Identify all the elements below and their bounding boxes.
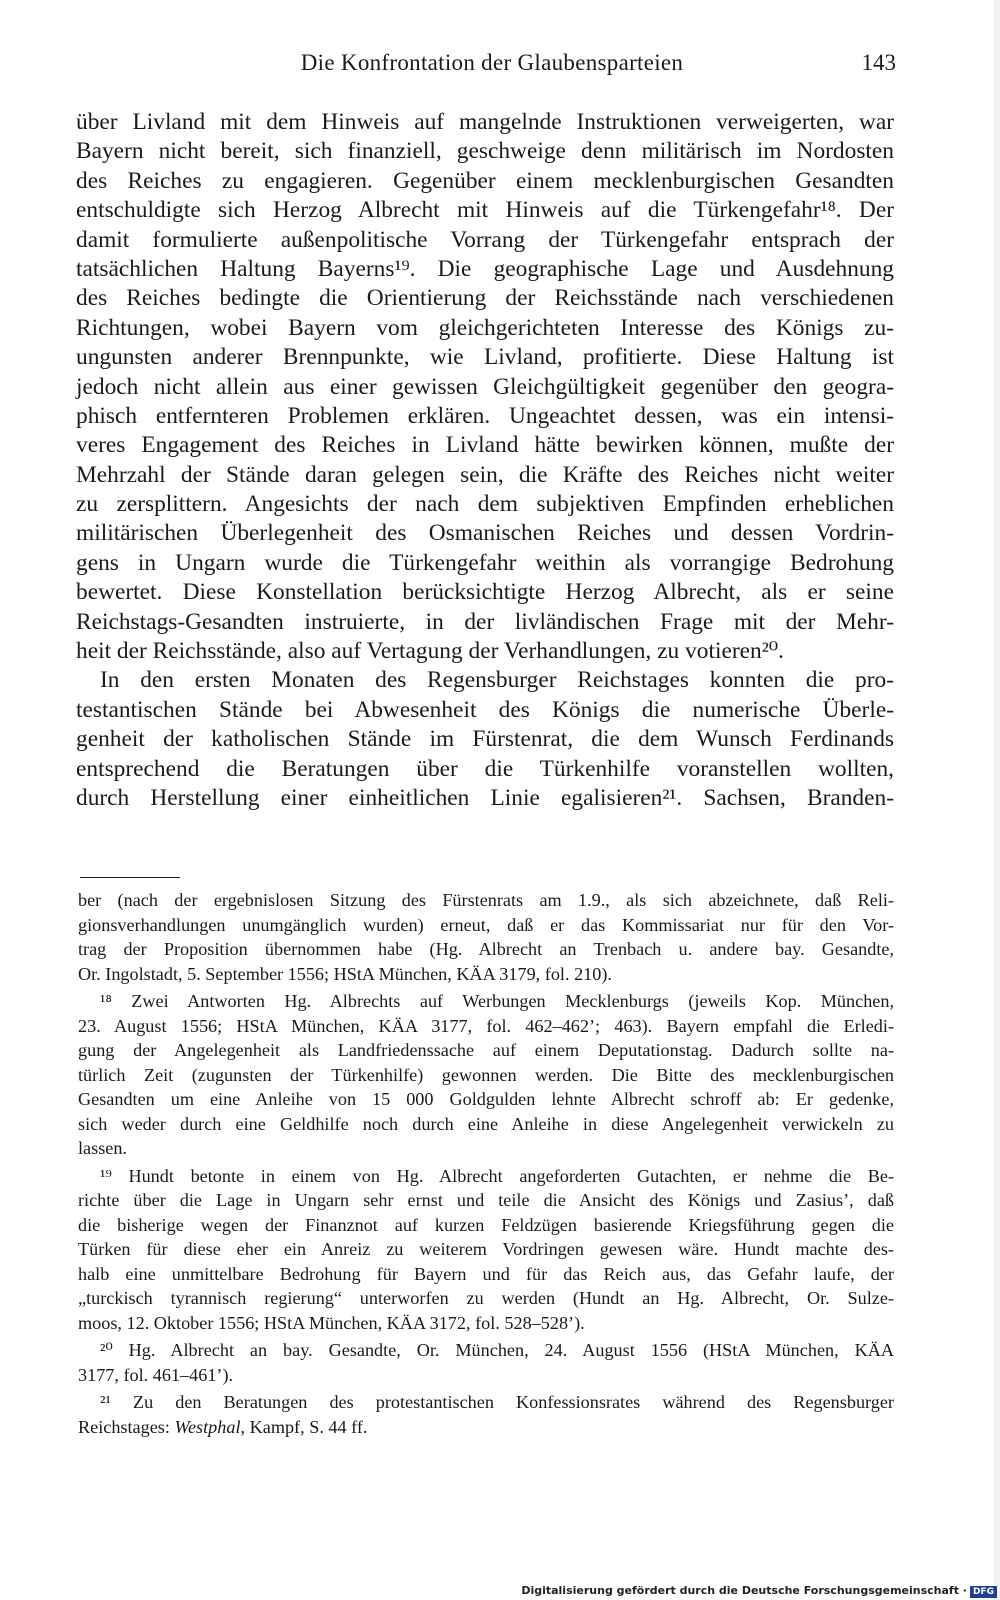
footnote-line: Or. Ingolstadt, 5. September 1556; HStA München, KÄA 3179, fol. 210).: [78, 963, 612, 984]
footnote-20: ²⁰ Hg. Albrecht an bay. Gesandte, Or. München, 24. August 1556 (HStA München, KÄA: [100, 1340, 894, 1360]
footnote-line: ber (nach der ergebnislosen Sitzung des Fürstenrats am 1.9., als sich abzeichnete, daß Reli-: [78, 890, 894, 910]
text-line: genheit der katholischen Stände im Fürstenrat, die dem Wunsch Ferdinands: [76, 726, 894, 753]
text-line: bewertet. Diese Konstellation berücksichtigte Herzog Albrecht, als er seine: [76, 579, 894, 606]
footnote-line: moos, 12. Oktober 1556; HStA München, KÄA 3172, fol. 528–528’).: [78, 1312, 585, 1333]
credit-text: Digitalisierung gefördert durch die Deutsche Forschungsgemeinschaft ·: [521, 1584, 967, 1597]
page-header: [78, 50, 896, 84]
page-number: 143: [861, 50, 896, 75]
footnote-line: Gesandten um eine Anleihe von 15 000 Goldgulden lehnte Albrecht schroff ab: Er gedenke,: [78, 1089, 894, 1109]
footnote-line: 3177, fol. 461–461’).: [78, 1364, 234, 1385]
text-line: heit der Reichsstände, also auf Vertagung der Verhandlungen, zu votieren²⁰.: [76, 638, 784, 665]
text-line: durch Herstellung einer einheitlichen Linie egalisieren²¹. Sachsen, Branden-: [76, 784, 894, 811]
footnote-line: „turckisch tyrannisch regierung“ unterworfen zu werden (Hundt an Hg. Albrecht, Or. Sulze-: [78, 1288, 894, 1308]
footnote-line: gung der Angelegenheit als Landfriedenssache auf einem Deputationstag. Dadurch sollte na-: [78, 1040, 894, 1060]
text-line: veres Engagement des Reiches in Livland hätte bewirken können, mußte der: [76, 432, 894, 459]
footnote-line: sich weder durch eine Geldhilfe noch durch eine Anleihe in diese Angelegenheit verwickeln zu: [78, 1113, 894, 1134]
text-line: testantischen Stände bei Abwesenheit des Königs die numerische Überle-: [76, 696, 894, 723]
text-line: Reichstags-Gesandten instruierte, in der livländischen Frage mit der Mehr-: [76, 608, 894, 635]
text-line: Richtungen, wobei Bayern vom gleichgerichteten Interesse des Königs zu-: [76, 314, 894, 341]
text-line: militärischen Überlegenheit des Osmanischen Reiches und dessen Vordrin-: [76, 520, 894, 547]
page-edge-shadow: [994, 0, 1000, 1600]
footnote-18: ¹⁸ Zwei Antworten Hg. Albrechts auf Werbungen Mecklenburgs (jeweils Kop. München,: [100, 991, 894, 1011]
text-line: damit formulierte außenpolitische Vorrang der Türkengefahr entsprach der: [76, 226, 894, 253]
text-line: des Reiches bedingte die Orientierung der Reichsstände nach verschiedenen: [76, 285, 894, 312]
text-line: zu zersplittern. Angesichts der nach dem subjektiven Empfinden erheblichen: [76, 491, 894, 518]
footnote-line: Türken für diese eher ein Anreiz zu weiterem Vordringen gewesen wäre. Hundt machte des-: [78, 1239, 894, 1259]
text-line: Bayern nicht bereit, sich finanziell, geschweige denn militärisch im Nordosten: [76, 138, 894, 165]
text-line: entschuldigte sich Herzog Albrecht mit Hinweis auf die Türkengefahr¹⁸. Der: [76, 197, 894, 224]
running-title: Die Konfrontation der Glaubensparteien: [300, 50, 684, 75]
footnote-separator: [80, 877, 180, 878]
footnote-text: , Kampf, S. 44 ff.: [240, 1416, 368, 1437]
author-name-italic: Westphal: [174, 1416, 241, 1437]
dfg-logo: DFG: [970, 1586, 997, 1598]
footnote-line: die bisherige wegen der Finanznot auf kurzen Feldzügen basierende Kriegsführung gegen die: [78, 1214, 894, 1235]
text-line: ungunsten anderer Brennpunkte, wie Livland, profitierte. Diese Haltung ist: [76, 344, 894, 371]
digitization-credit: [521, 1584, 997, 1598]
main-text: [76, 108, 894, 813]
footnote-line: 23. August 1556; HStA München, KÄA 3177, fol. 462–462’; 463). Bayern empfahl die Erledi-: [78, 1015, 894, 1036]
text-line: phisch entfernteren Problemen erklären. Ungeachtet dessen, was ein intensi-: [76, 402, 894, 429]
text-line: tatsächlichen Haltung Bayerns¹⁹. Die geographische Lage und Ausdehnung: [76, 255, 894, 282]
text-line: über Livland mit dem Hinweis auf mangelnde Instruktionen verweigerten, war: [76, 109, 894, 135]
footnote-line: richte über die Lage in Ungarn sehr ernst und teile die Ansicht des Königs und Zasius’, daß: [78, 1190, 894, 1210]
footnote-text: Reichstages:: [78, 1416, 175, 1437]
footnote-19: ¹⁹ Hundt betonte in einem von Hg. Albrecht angeforderten Gutachten, er nehme die Be-: [100, 1165, 894, 1186]
footnote-21: ²¹ Zu den Beratungen des protestantischen Konfessionsrates während des Regensburger: [100, 1392, 894, 1412]
footnote-line: türlich Zeit (zugunsten der Türkenhilfe) gewonnen werden. Die Bitte des mecklenburgischen: [78, 1064, 894, 1085]
footnote-line: lassen.: [78, 1138, 127, 1158]
footnote-line: halb eine unmittelbare Bedrohung für Bayern und für das Reich aus, das Gefahr laufe, der: [78, 1263, 894, 1284]
footnote-line: trag der Proposition übernommen habe (Hg. Albrecht an Trenbach u. andere bay. Gesandte,: [78, 939, 894, 959]
footnotes: [78, 888, 894, 1439]
text-line: des Reiches zu engagieren. Gegenüber einem mecklenburgischen Gesandten: [76, 167, 894, 194]
text-line: entsprechend die Beratungen über die Türkenhilfe voranstellen wollten,: [76, 755, 894, 782]
footnote-line: [78, 1415, 894, 1440]
text-line: gens in Ungarn wurde die Türkengefahr weithin als vorrangige Bedrohung: [76, 549, 894, 576]
footnote-line: gionsverhandlungen unumgänglich wurden) erneut, daß er das Kommissariat nur für den Vor-: [78, 914, 894, 935]
text-line: Mehrzahl der Stände daran gelegen sein, die Kräfte des Reiches nicht weiter: [76, 461, 894, 488]
text-line: jedoch nicht allein aus einer gewissen Gleichgültigkeit gegenüber den geogra-: [76, 373, 894, 400]
text-line: In den ersten Monaten des Regensburger Reichstages konnten die pro-: [100, 667, 894, 694]
